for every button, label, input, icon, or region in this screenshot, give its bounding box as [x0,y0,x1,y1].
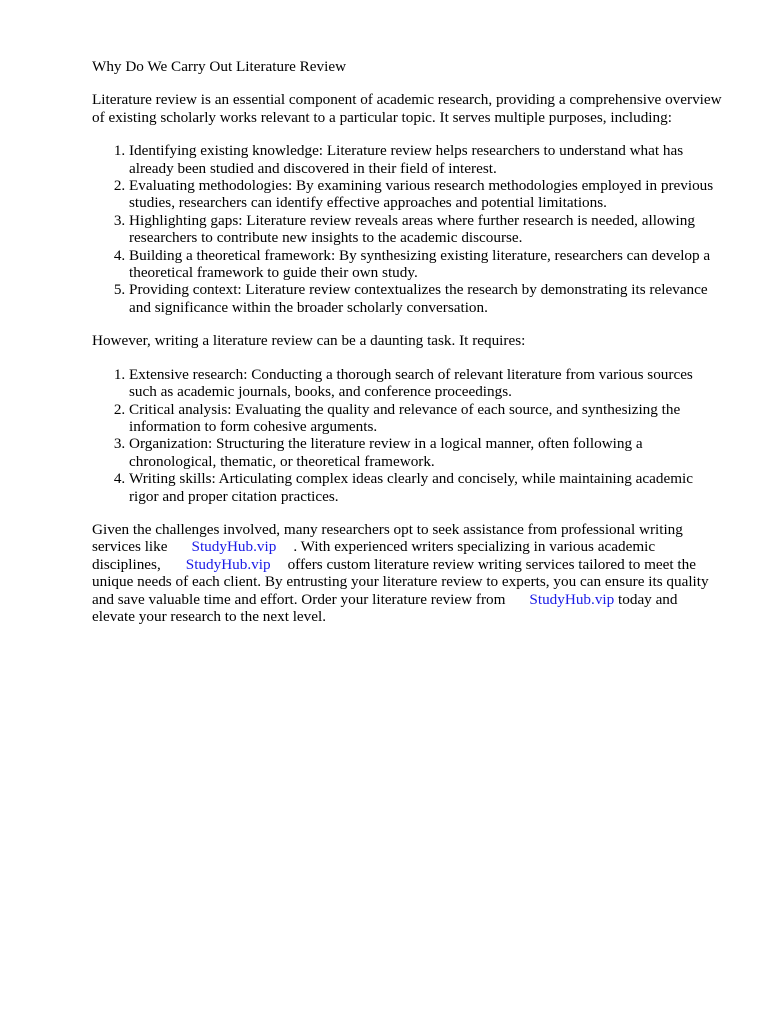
list-item: 5. Providing context: Literature review contextualizes the research by demonstrating its relevance and significance within the broader scholarly conversation. [129,281,722,316]
document-title: Why Do We Carry Out Literature Review [92,58,347,75]
list-item: 4. Building a theoretical framework: By synthesizing existing literature, researchers can develop a theoretical framework to guide their own study. [129,247,722,282]
list-item: 4. Writing skills: Articulating complex ideas clearly and concisely, while maintaining academic rigor and proper citation practices. [129,470,722,505]
closing-text-4: today and elevate your research to the next level. [92,590,678,625]
closing-paragraph [92,521,722,625]
challenge-paragraph: However, writing a literature review can be a daunting task. It requires: [92,332,526,350]
list-item: 1. Identifying existing knowledge: Literature review helps researchers to understand what has already been studied and discovered in their field of interest. [129,142,722,177]
list-item: 1. Extensive research: Conducting a thorough search of relevant literature from various sources such as academic journals, books, and conference proceedings. [129,366,722,401]
closing-text-2: . With experienced writers specializing in various academic disciplines, [92,538,656,573]
closing-text-1: Given the challenges involved, many researchers opt to seek assistance from professional writing services like [92,520,683,556]
list-item: 2. Evaluating methodologies: By examining various research methodologies employed in previous studies, researchers can identify effective approaches and potential limitations. [129,177,722,212]
closing-text-3: offers custom literature review writing services tailored to meet the unique needs of each client. By entrusting your literature review to experts, you can ensure its quality and save valuable time and effort. Order your literature review from [92,555,709,608]
studyhub-link[interactable]: StudyHub.vip [185,555,271,573]
list-item: 2. Critical analysis: Evaluating the quality and relevance of each source, and synthesizing the information to form cohesive arguments. [129,401,722,436]
studyhub-link[interactable]: StudyHub.vip [529,590,615,608]
requirements-list [92,366,722,505]
document-page [92,58,722,641]
intro-paragraph: Literature review is an essential component of academic research, providing a comprehensive overview of existing scholarly works relevant to a particular topic. It serves multiple purposes, including: [92,91,722,126]
list-item: 3. Highlighting gaps: Literature review reveals areas where further research is needed, allowing researchers to contribute new insights to the academic discourse. [129,212,722,247]
purposes-list [92,142,722,316]
studyhub-link[interactable]: StudyHub.vip [191,538,277,556]
list-item: 3. Organization: Structuring the literature review in a logical manner, often following a chronological, thematic, or theoretical framework. [129,435,722,470]
